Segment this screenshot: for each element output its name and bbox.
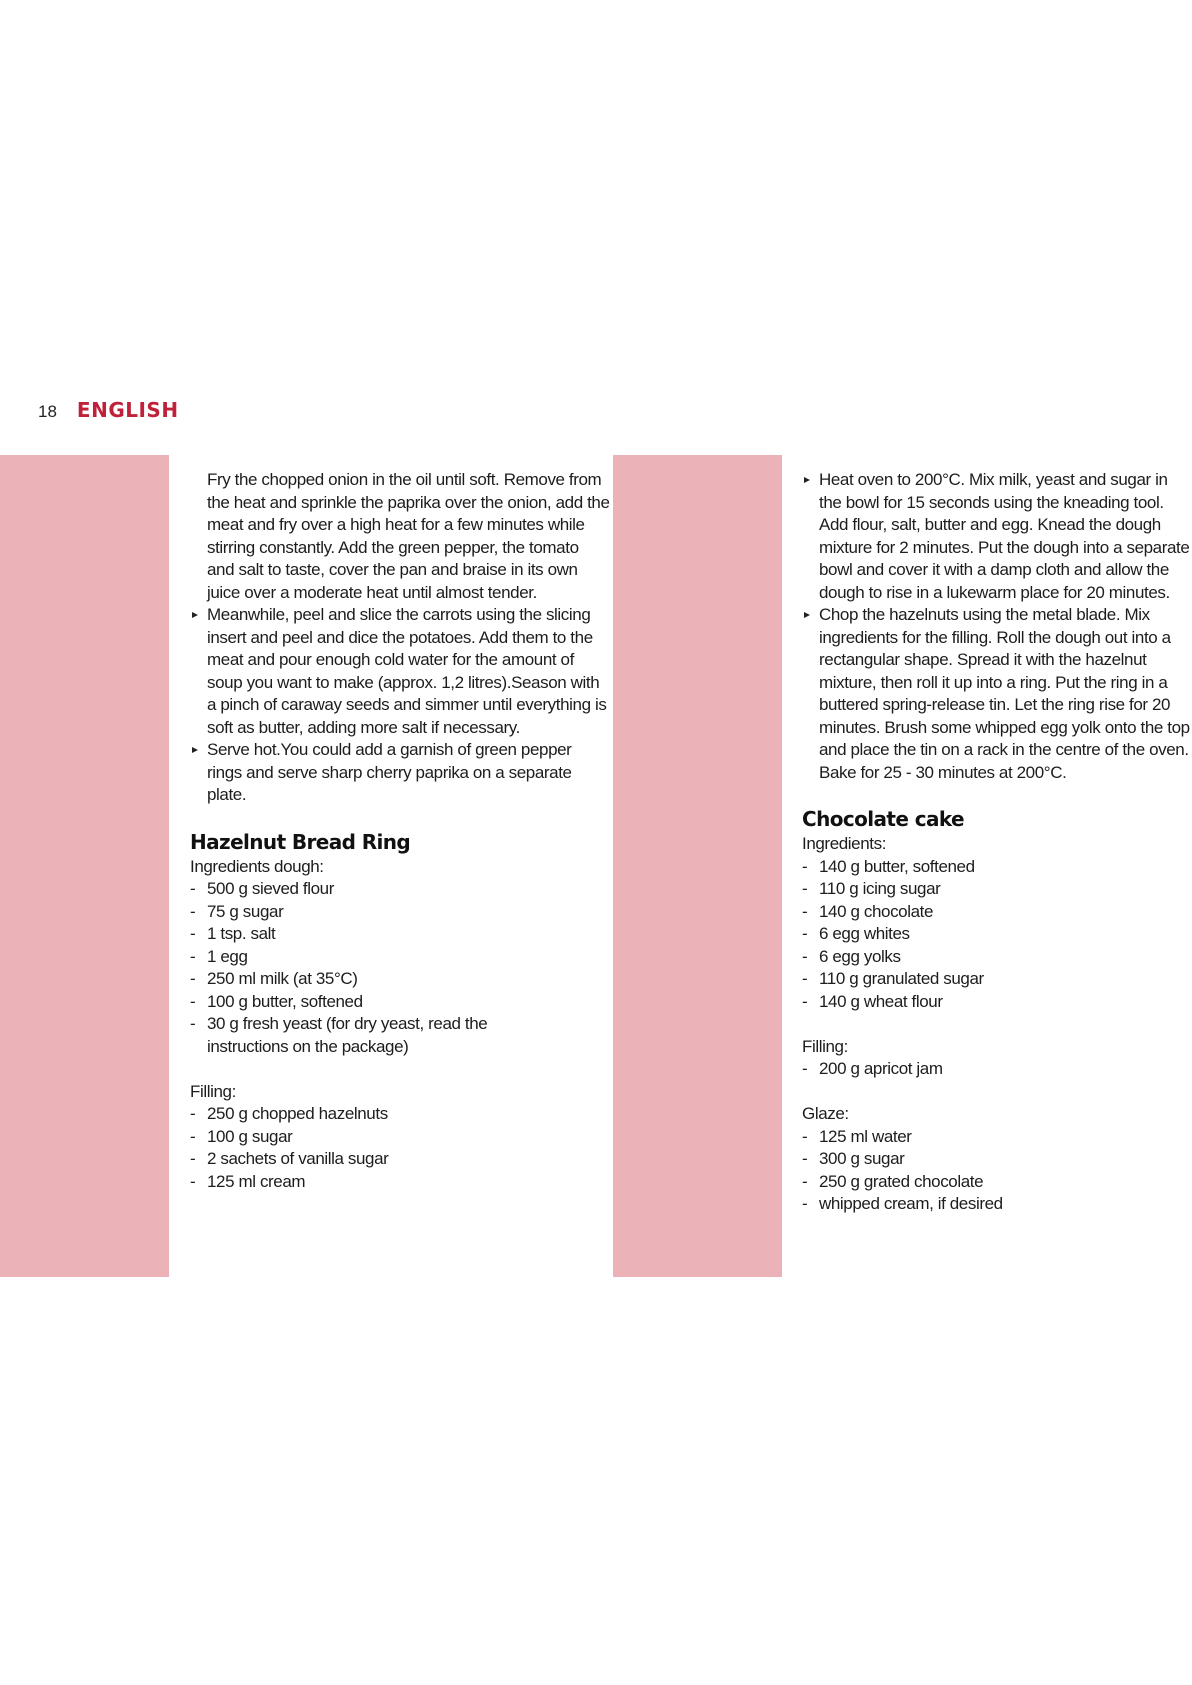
ingredient-item: - 500 g sieved flour	[190, 878, 610, 901]
filling-ingredients-list	[190, 1103, 610, 1193]
page-number: 18	[38, 402, 57, 421]
ingredient-item: - 200 g apricot jam	[802, 1058, 1192, 1081]
ingredient-item: - 140 g wheat flour	[802, 991, 1192, 1014]
intro-paragraph: Fry the chopped onion in the oil until soft. Remove from the heat and sprinkle the paprika over the onion, add the meat and fry over a high heat for a few minutes while stirring constantly. Add the green pepper, the tomato and salt to taste, cover the pan and braise in its own juice over a moderate heat until almost tender.	[207, 470, 610, 602]
ingredient-item: - 250 ml milk (at 35°C)	[190, 968, 610, 991]
left-pink-margin-band	[0, 455, 169, 1277]
spacer	[802, 1081, 1192, 1104]
spacer	[190, 1058, 610, 1081]
right-steps-list	[802, 469, 1192, 784]
step-item: Chop the hazelnuts using the metal blade. Mix ingredients for the filling. Roll the dough out into a rectangular shape. Spread it with the hazelnut mixture, then roll it up into a ring. Put the ring in a buttered spring-release tin. Let the ring rise for 20 minutes. Brush some whipped egg yolk onto the top and place the tin on a rack in the centre of the oven. Bake for 25 - 30 minutes at 200°C.	[802, 604, 1192, 784]
glaze-label: Glaze:	[802, 1104, 849, 1123]
spacer	[802, 1013, 1192, 1036]
ingredient-item: - 250 g chopped hazelnuts	[190, 1103, 610, 1126]
ingredients-label: Ingredients:	[802, 834, 887, 853]
right-text-column	[802, 469, 1192, 1216]
ingredient-item: - 1 egg	[190, 946, 610, 969]
ingredient-item: - whipped cream, if desired	[802, 1193, 1192, 1216]
recipe-title-hazelnut: Hazelnut Bread Ring	[190, 829, 411, 854]
left-steps-list	[190, 604, 610, 807]
ingredient-item: - 140 g butter, softened	[802, 856, 1192, 879]
step-item: Meanwhile, peel and slice the carrots using the slicing insert and peel and dice the potatoes. Add them to the meat and pour enough cold water for the amount of soup you want to make (approx. 1,2 litres).Season with a pinch of caraway seeds and simmer until everything is soft as butter, adding more salt if necessary.	[190, 604, 610, 739]
ingredient-item: - 75 g sugar	[190, 901, 610, 924]
ingredient-item: - 300 g sugar	[802, 1148, 1192, 1171]
ingredient-item: - 100 g butter, softened	[190, 991, 610, 1014]
ingredient-item: - 110 g icing sugar	[802, 878, 1192, 901]
ingredient-item: - 6 egg whites	[802, 923, 1192, 946]
page-header	[38, 398, 179, 428]
ingredients-dough-label: Ingredients dough:	[190, 856, 324, 876]
left-text-column	[190, 469, 610, 1193]
step-item: Heat oven to 200°C. Mix milk, yeast and sugar in the bowl for 15 seconds using the kneading tool. Add flour, salt, butter and egg. Knead the dough mixture for 2 minutes. Put the dough into a separate bowl and cover it with a damp cloth and allow the dough to rise in a lukewarm place for 20 minutes.	[802, 469, 1192, 604]
cake-ingredients-list	[802, 856, 1192, 1014]
ingredient-item: - 250 g grated chocolate	[802, 1171, 1192, 1194]
step-item: Serve hot.You could add a garnish of green pepper rings and serve sharp cherry paprika on a separate plate.	[190, 739, 610, 807]
ingredient-item: - 6 egg yolks	[802, 946, 1192, 969]
filling-label: Filling:	[190, 1081, 236, 1101]
ingredient-item: - 1 tsp. salt	[190, 923, 610, 946]
language-label: ENGLISH	[76, 398, 179, 422]
ingredient-item: - 2 sachets of vanilla sugar	[190, 1148, 610, 1171]
filling-label: Filling:	[802, 1036, 848, 1056]
dough-ingredients-list	[190, 878, 610, 1058]
ingredient-item: - 30 g fresh yeast (for dry yeast, read the instructions on the package)	[190, 1013, 610, 1058]
glaze-ingredients-list	[802, 1126, 1192, 1216]
filling-ingredients-list	[802, 1058, 1192, 1081]
recipe-title-chocolate: Chocolate cake	[802, 807, 964, 831]
right-pink-margin-band	[613, 455, 782, 1277]
ingredient-item: - 100 g sugar	[190, 1126, 610, 1149]
ingredient-item: - 125 ml cream	[190, 1171, 610, 1194]
ingredient-item: - 140 g chocolate	[802, 901, 1192, 924]
ingredient-item: - 125 ml water	[802, 1126, 1192, 1149]
ingredient-item: - 110 g granulated sugar	[802, 968, 1192, 991]
